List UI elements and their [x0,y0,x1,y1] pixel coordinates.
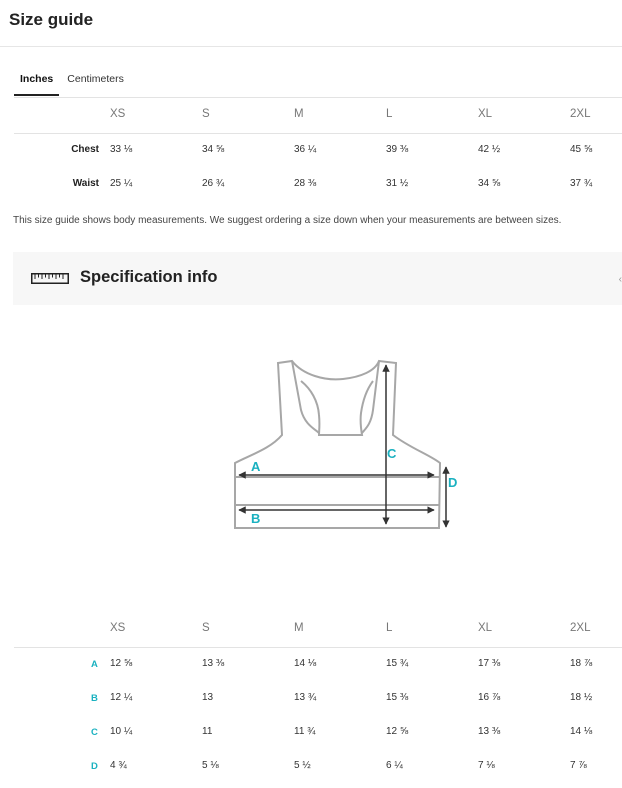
table-cell: 28 ⅜ [294,178,317,189]
size-header-xl: XL [478,108,493,120]
table-cell: 26 ¾ [202,178,225,189]
diagram-label-c: C [387,446,397,461]
table-cell: 11 [202,726,213,737]
table-cell: 12 ⅝ [386,726,409,737]
size-header-xl: XL [478,622,493,634]
title-divider [0,46,622,47]
garment-outline [235,361,440,528]
table-cell: 45 ⅝ [570,144,593,155]
table-cell: 25 ¼ [110,178,133,189]
table-cell: 12 ⅝ [110,658,133,669]
table-cell: 15 ⅜ [386,692,409,703]
table-cell: 34 ⅝ [202,144,225,155]
tab-centimeters[interactable]: Centimeters [67,73,124,85]
size-header-s: S [202,108,210,120]
table-cell: 13 [202,692,214,703]
table-header-divider [14,647,622,648]
table-cell: 13 ¾ [294,692,317,703]
table-cell: 18 ⅞ [570,658,593,669]
spec-info-title: Specification info [80,268,218,286]
table-cell: 36 ¼ [294,144,317,155]
size-header-l: L [386,622,393,634]
table-cell: 5 ½ [294,760,311,771]
table-cell: 10 ¼ [110,726,133,737]
table-cell: 12 ¼ [110,692,133,703]
table-cell: 14 ⅛ [294,658,317,669]
size-header-m: M [294,108,304,120]
table-cell: 13 ⅜ [202,658,225,669]
table-cell: 5 ⅛ [202,760,219,771]
table-cell: 16 ⅞ [478,692,501,703]
table-cell: 31 ½ [386,178,409,189]
row-letter-d: D [91,761,98,772]
size-guide-note: This size guide shows body measurements. We suggest ordering a size down when your measurements are between sizes. [13,215,562,226]
size-header-2xl: 2XL [570,108,591,120]
tabs-divider [14,97,622,98]
size-header-xs: XS [110,622,126,634]
size-header-2xl: 2XL [570,622,591,634]
unit-tabs [14,64,130,98]
table-cell: 37 ¾ [570,178,593,189]
page-title: Size guide [9,10,94,29]
table-cell: 6 ¼ [386,760,403,771]
table-cell: 7 ⅛ [478,760,495,771]
row-letter-c: C [91,727,98,738]
table-cell: 17 ⅜ [478,658,501,669]
table-cell: 34 ⅝ [478,178,501,189]
diagram-label-d: D [448,475,458,490]
ruler-icon [31,273,69,284]
table-cell: 14 ⅛ [570,726,593,737]
row-label-waist: Waist [72,178,99,189]
diagram-label-b: B [251,511,261,526]
row-label-chest: Chest [71,144,99,155]
table-cell: 18 ½ [570,692,593,703]
diagram-label-a: A [251,459,261,474]
table-cell: 39 ⅜ [386,144,409,155]
size-header-l: L [386,108,393,120]
sports-bra-diagram [225,355,458,535]
table-cell: 15 ¾ [386,658,409,669]
tab-inches[interactable]: Inches [14,64,59,96]
table-cell: 33 ⅛ [110,144,133,155]
table-cell: 11 ¾ [294,726,316,737]
size-header-s: S [202,622,210,634]
table-cell: 13 ⅜ [478,726,501,737]
spec-info-header[interactable] [13,252,622,305]
table-cell: 4 ¾ [110,760,127,771]
table-header-divider [14,133,622,134]
table-cell: 42 ½ [478,144,501,155]
chevron-icon: ‹ [618,274,622,285]
row-letter-a: A [91,659,98,670]
row-letter-b: B [91,693,98,704]
size-header-xs: XS [110,108,126,120]
table-cell: 7 ⅞ [570,760,587,771]
size-header-m: M [294,622,304,634]
